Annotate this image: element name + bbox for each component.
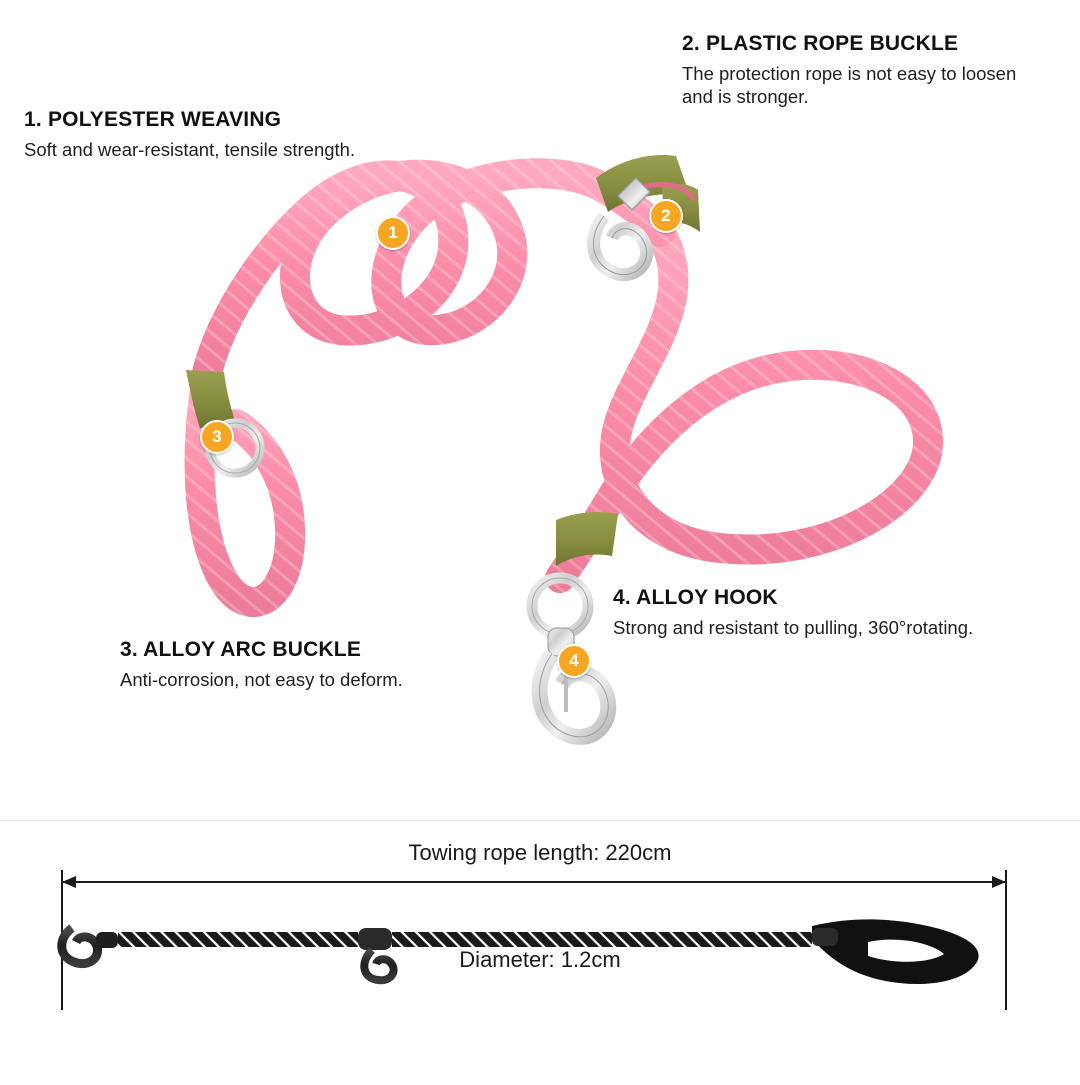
- callout-2-desc: The protection rope is not easy to loosen and is stronger.: [682, 63, 1017, 108]
- marker-1: 1: [376, 216, 410, 250]
- callout-1-desc: Soft and wear-resistant, tensile strength.: [24, 139, 356, 160]
- callout-alloy-arc-buckle: [120, 638, 403, 691]
- callout-alloy-hook: [613, 586, 973, 639]
- callout-4-desc: Strong and resistant to pulling, 360°rotating.: [613, 617, 974, 638]
- towing-rope-length-label: Towing rope length: 220cm: [408, 840, 672, 865]
- specification-section: [0, 820, 1080, 1080]
- marker-2: 2: [649, 199, 683, 233]
- marker-3: 3: [200, 420, 234, 454]
- marker-4: 4: [557, 644, 591, 678]
- diameter-label: Diameter: 1.2cm: [459, 947, 621, 972]
- callout-3-title: 3. ALLOY ARC BUCKLE: [120, 638, 362, 661]
- callout-2-title: 2. PLASTIC ROPE BUCKLE: [682, 32, 959, 55]
- callout-plastic-rope-buckle: [682, 32, 1052, 108]
- callout-3-desc: Anti-corrosion, not easy to deform.: [120, 669, 403, 690]
- callout-1-title: 1. POLYESTER WEAVING: [24, 108, 282, 131]
- callout-4-title: 4. ALLOY HOOK: [613, 586, 778, 609]
- callout-polyester-weaving: [24, 108, 355, 161]
